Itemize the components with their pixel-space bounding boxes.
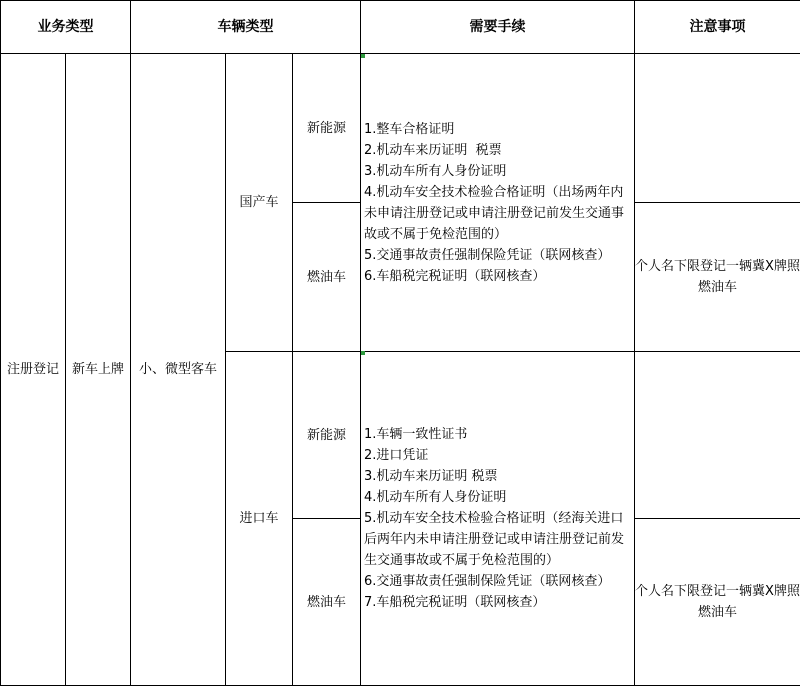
note-domestic-fuel: 个人名下限登记一辆冀X牌照燃油车 [635,203,800,352]
procedure-item: 2.进口凭证 [364,448,429,463]
cell-vehicle-class: 小、微型客车 [131,54,226,686]
procedure-item: 5.机动车安全技术检验合格证明（经海关进口后两年内未申请注册登记或申请注册登记前发生交通事故或不属于免检范围的） [364,511,625,568]
note-domestic-new-energy [635,54,800,203]
procedures-domestic [361,54,635,352]
procedure-item: 3.机动车所有人身份证明 [364,163,507,179]
note-imported-fuel: 个人名下限登记一辆冀X牌照燃油车 [635,519,800,686]
procedure-item: 4.机动车安全技术检验合格证明（出场两年内未申请注册登记或申请注册登记前发生交通事故或不属于免检范围的） [364,184,625,242]
cell-domestic-new-energy: 新能源 [293,54,361,203]
procedure-item: 5.交通事故责任强制保险凭证（联网核查） [364,247,611,263]
procedures-imported [361,352,635,686]
cell-imported-fuel: 燃油车 [293,519,361,686]
header-procedures: 需要手续 [361,1,635,54]
note-imported-new-energy [635,352,800,519]
comment-marker [361,351,365,355]
comment-marker [361,54,365,58]
procedure-item: 4.机动车所有人身份证明 [364,490,507,505]
procedure-item: 6.车船税完税证明（联网核查） [364,268,546,284]
cell-sub-business: 新车上牌 [66,54,131,686]
cell-imported-new-energy: 新能源 [293,352,361,519]
procedure-item: 6.交通事故责任强制保险凭证（联网核查） [364,574,611,589]
cell-business: 注册登记 [1,54,66,686]
cell-origin-domestic: 国产车 [226,54,293,352]
procedure-item: 1.整车合格证明 [364,121,455,137]
procedure-item: 1.车辆一致性证书 [364,427,468,442]
cell-origin-imported: 进口车 [226,352,293,686]
header-notes: 注意事项 [635,1,800,54]
cell-domestic-fuel: 燃油车 [293,203,361,352]
procedure-item: 3.机动车来历证明 税票 [364,469,498,484]
procedure-item: 2.机动车来历证明 税票 [364,142,502,158]
header-business-type: 业务类型 [1,1,131,54]
header-vehicle-type: 车辆类型 [131,1,361,54]
procedure-item: 7.车船税完税证明（联网核查） [364,595,546,610]
